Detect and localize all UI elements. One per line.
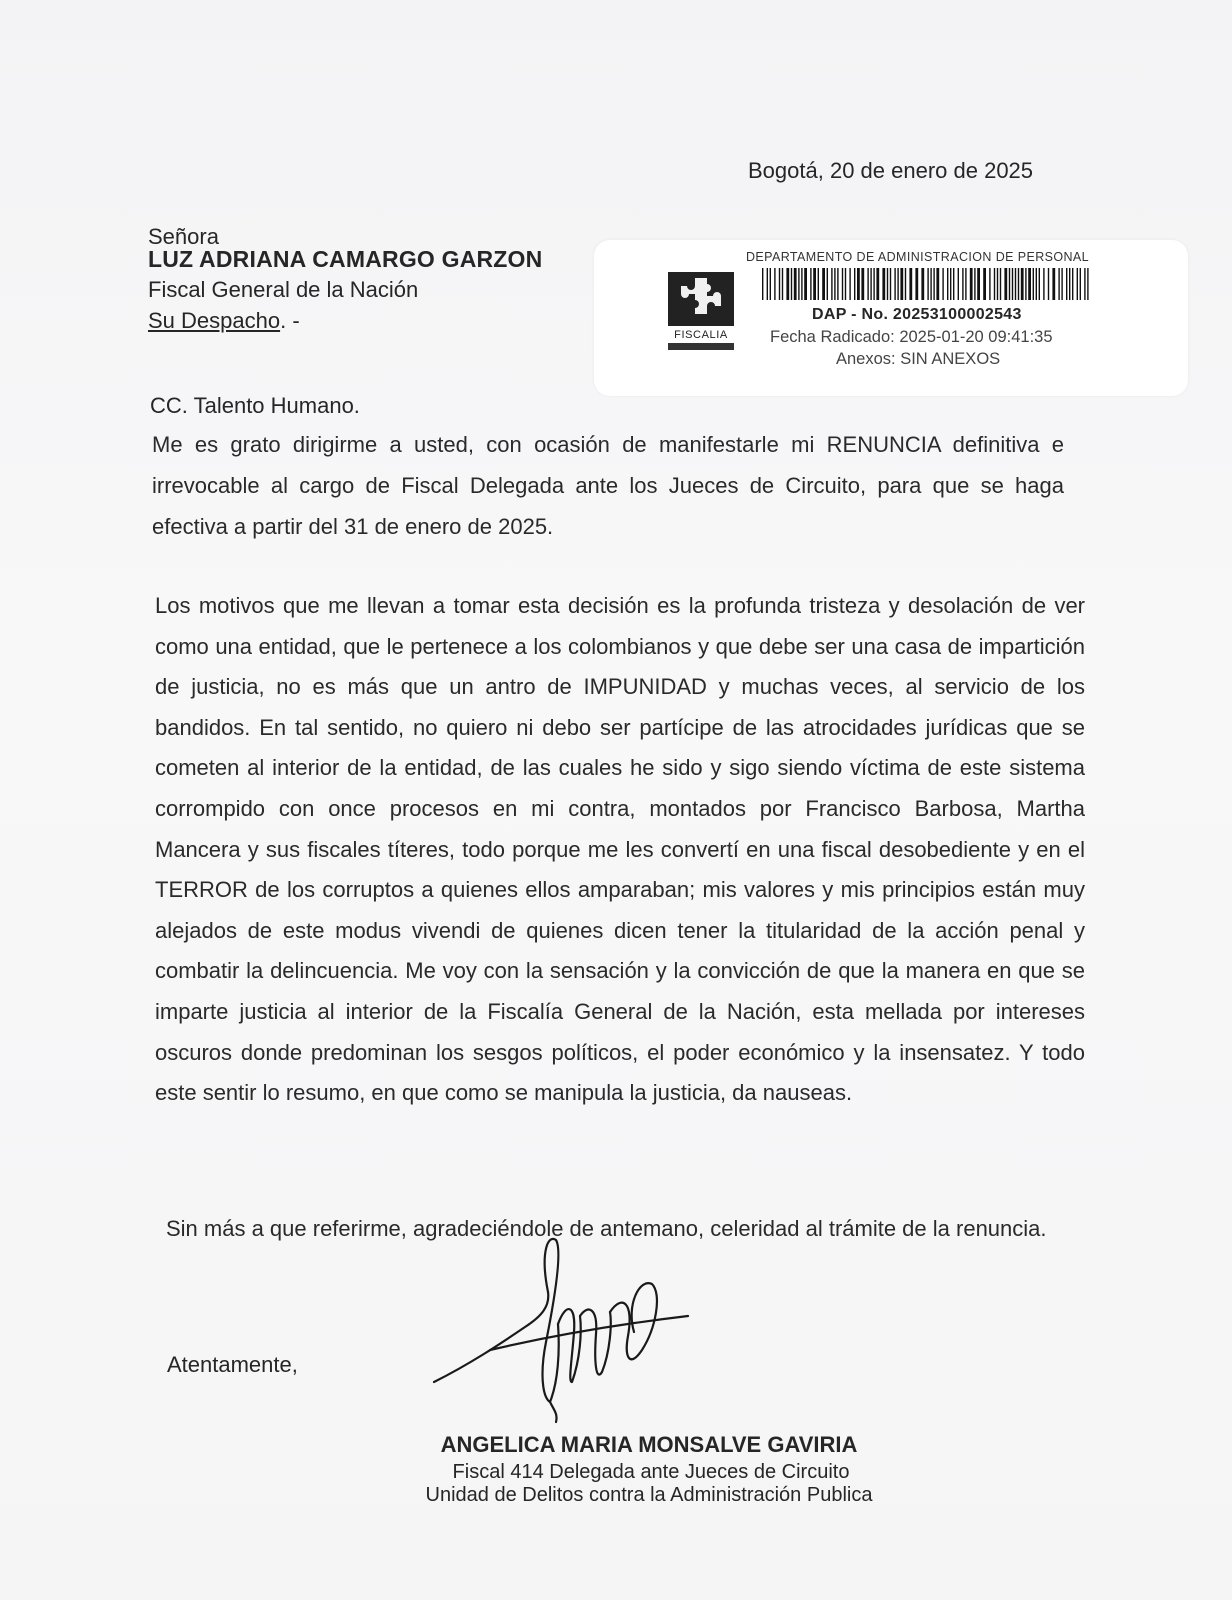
barcode-bar (827, 268, 828, 300)
barcode-bar (849, 268, 850, 300)
barcode-bar (994, 268, 995, 300)
barcode-bar (1004, 268, 1007, 300)
barcode-bar (909, 268, 912, 300)
recipient-title: Fiscal General de la Nación (148, 277, 419, 302)
stamp-department: DEPARTAMENTO DE ADMINISTRACION DE PERSONAL (746, 250, 1090, 264)
stamp-anexos: Anexos: SIN ANEXOS (836, 350, 1001, 368)
barcode-bar (882, 268, 885, 300)
barcode-bar (915, 268, 918, 300)
barcode-bar (870, 268, 871, 300)
barcode-bar (1021, 268, 1024, 300)
barcode-bar (854, 268, 855, 300)
recipient-name: LUZ ADRIANA CAMARGO GARZON (148, 246, 543, 272)
barcode-bar (876, 268, 879, 300)
barcode-bar (997, 268, 998, 300)
barcode-bar (822, 268, 825, 300)
barcode-bar (900, 268, 903, 300)
barcode-bar (837, 268, 838, 300)
signatory-name: ANGELICA MARIA MONSALVE GAVIRIA (440, 1432, 858, 1457)
barcode-bar (936, 268, 939, 300)
barcode-bar (801, 268, 802, 300)
barcode-bar (782, 268, 783, 300)
barcode-bar (1012, 268, 1013, 300)
barcode-bar (842, 268, 843, 300)
body-paragraph-2: Los motivos que me llevan a tomar esta decisión es la profunda tristeza y desolación de ver como una entidad, que le pertenece a los colombianos y que debe ser una casa de impartición de justicia, no es más que un antro de IMPUNIDAD y muchas veces, al servicio de los bandidos. En tal sentido, no quiero ni debo ser partícipe de las atrocidades jurídicas que se cometen al interior de la entidad, de las cuales he sido y sigo siendo víctima de este sistema corrompido con once procesos en mi contra, montados por Francisco Barbosa, Martha Mancera y sus fiscales títeres, todo porque me les convertí en una fiscal desobediente y en el TERROR de los corruptos a quienes ellos amparaban; mis valores y mis principios están muy alejados de este modus vivendi de quienes dicen tener la titularidad de la acción penal y combatir la delincuencia. Me voy con la sensación y la convicción de que la manera en que se imparte justicia al interior de la Fiscalía General de la Nación, esta mellada por intereses oscuros donde predominan los sesgos políticos, el poder económico y la insensatez. Y todo este sentir lo resumo, en que como se manipula la justicia, da nauseas. (155, 593, 1085, 1106)
barcode-bar (813, 268, 816, 300)
barcode-bar (1033, 268, 1034, 300)
barcode-bar (831, 268, 832, 300)
body-paragraph-3: Sin más a que referirme, agradeciéndole de antemano, celeridad al trámite de la renuncia. (166, 1216, 1047, 1241)
barcode-bar (983, 268, 986, 300)
barcode-bar (921, 268, 924, 300)
barcode-bar (1028, 268, 1031, 300)
barcode-bar (894, 268, 895, 300)
barcode-bar (1069, 268, 1070, 300)
barcode-bar (810, 268, 811, 300)
handwritten-signature (430, 1232, 700, 1432)
letter-date: Bogotá, 20 de enero de 2025 (748, 158, 1034, 183)
stamp-dap-number: DAP - No. 20253100002543 (812, 306, 1022, 323)
barcode-bar (762, 268, 763, 300)
stamp-fecha-radicado: Fecha Radicado: 2025-01-20 09:41:35 (770, 328, 1053, 346)
recipient-office-suffix: . - (280, 308, 300, 333)
barcode-bar (867, 268, 868, 300)
barcode (762, 268, 1092, 300)
barcode-bar (1039, 268, 1040, 300)
carbon-copy: CC. Talento Humano. (150, 393, 360, 418)
barcode-bar (767, 268, 768, 300)
barcode-bar (804, 268, 807, 300)
barcode-bar (786, 268, 789, 300)
barcode-bar (887, 268, 888, 300)
recipient-office-name: Su Despacho (148, 308, 281, 333)
barcode-bar (947, 268, 948, 300)
barcode-bar (1077, 268, 1078, 300)
barcode-bar (1087, 268, 1088, 300)
barcode-bar (1058, 268, 1059, 300)
barcode-bar (1025, 268, 1026, 300)
filing-stamp (594, 240, 1188, 396)
barcode-bar (779, 268, 780, 300)
logo-bar (668, 343, 734, 350)
barcode-bar (1080, 268, 1081, 300)
fiscalia-logo (666, 272, 736, 350)
barcode-bar (774, 268, 775, 300)
barcode-bar (1061, 268, 1062, 300)
barcode-bar (950, 268, 951, 300)
barcode-bar (897, 268, 898, 300)
body-paragraph-1: Me es grato dirigirme a usted, con ocasión de manifestarle mi RENUNCIA definitiva e irrevocable al cargo de Fiscal Delegada ante los Jueces de Circuito, para que se haga efectiva a partir del 31 de enero de 2025. (152, 432, 1064, 539)
puzzle-icon (668, 272, 734, 326)
barcode-bar (933, 268, 934, 300)
barcode-bar (1072, 268, 1073, 300)
barcode-bar (1052, 268, 1055, 300)
barcode-bar (798, 268, 799, 300)
barcode-bar (890, 268, 891, 300)
barcode-bar (1009, 268, 1010, 300)
barcode-bar (974, 268, 975, 300)
barcode-bar (965, 268, 966, 300)
signatory-unit: Unidad de Delitos contra la Administración Publica (425, 1484, 873, 1506)
barcode-bar (970, 268, 973, 300)
barcode-bar (1000, 268, 1001, 300)
recipient-office (148, 306, 300, 335)
barcode-bar (942, 268, 943, 300)
barcode-bar (770, 268, 771, 300)
barcode-bar (873, 268, 874, 300)
barcode-bar (1066, 268, 1067, 300)
barcode-bar (962, 268, 963, 300)
barcode-bar (1015, 268, 1016, 300)
barcode-bar (1036, 268, 1037, 300)
barcode-bar (834, 268, 835, 300)
barcode-bar (930, 268, 931, 300)
barcode-bar (905, 268, 906, 300)
barcode-bar (791, 268, 792, 300)
signatory-role: Fiscal 414 Delegada ante Jueces de Circuito (452, 1461, 850, 1483)
barcode-bar (1018, 268, 1019, 300)
barcode-bar (958, 268, 959, 300)
barcode-bar (845, 268, 846, 300)
barcode-bar (857, 268, 860, 300)
barcode-bar (953, 268, 954, 300)
barcode-bar (977, 268, 980, 300)
barcode-bar (861, 268, 864, 300)
barcode-bar (794, 268, 797, 300)
barcode-bar (927, 268, 928, 300)
barcode-bar (818, 268, 819, 300)
barcode-bar (989, 268, 990, 300)
logo-text: FISCALIA (674, 329, 728, 341)
barcode-bar (1084, 268, 1085, 300)
barcode-bar (1048, 268, 1049, 300)
recipient-salutation: Señora (148, 224, 219, 249)
barcode-bar (1043, 268, 1044, 300)
closing: Atentamente, (167, 1352, 298, 1377)
